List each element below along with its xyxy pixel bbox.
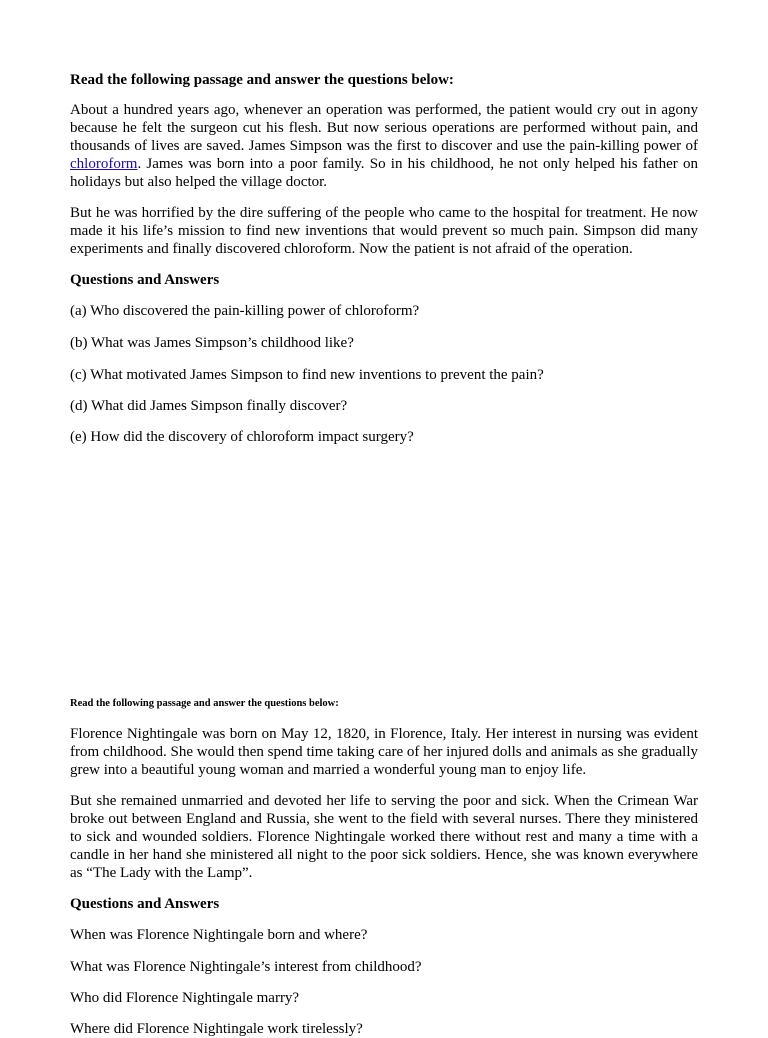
section2-question: When was Florence Nightingale born and where? xyxy=(70,927,368,943)
section2-paragraph1: Florence Nightingale was born on May 12, 1820, in Florence, Italy. Her interest in nursing was evident from childhood. She would then spend time taking care of her injured dolls and animals as she gradually grew into a beautiful young woman and married a wonderful young man to enjoy life. xyxy=(70,726,698,778)
section1-title: Read the following passage and answer the questions below: xyxy=(70,72,454,88)
section1-question: (b) What was James Simpson’s childhood like? xyxy=(70,335,354,351)
section1-question: (a) Who discovered the pain-killing power of chloroform? xyxy=(70,303,420,319)
section2-qa-heading: Questions and Answers xyxy=(70,896,220,912)
section1-paragraph1-text-a: About a hundred years ago, whenever an operation was performed, the patient would cry out in agony because he felt the surgeon cut his flesh. But now serious operations are performed without pain, and thousands of lives are saved. James Simpson was the first to discover and use the pain-killing power of xyxy=(70,102,698,154)
section2-question: What was Florence Nightingale’s interest from childhood? xyxy=(70,959,422,975)
section2-question: Where did Florence Nightingale work tirelessly? xyxy=(70,1021,363,1037)
section1-paragraph1 xyxy=(70,101,698,191)
section1-paragraph1-text-b: . James was born into a poor family. So in his childhood, he not only helped his father on holidays but also helped the village doctor. xyxy=(70,156,698,190)
chloroform-link[interactable]: chloroform xyxy=(70,156,138,172)
section1-paragraph2: But he was horrified by the dire suffering of the people who came to the hospital for treatment. He now made it his life’s mission to find new inventions that would prevent so much pain. Simpson did many experiments and finally discovered chloroform. Now the patient is not afraid of the operation. xyxy=(70,205,698,257)
section2-question: Who did Florence Nightingale marry? xyxy=(70,990,300,1006)
section2-title: Read the following passage and answer the questions below: xyxy=(70,698,339,709)
section1-question: (d) What did James Simpson finally discover? xyxy=(70,398,348,414)
section1-question: (e) How did the discovery of chloroform impact surgery? xyxy=(70,429,414,445)
section1-qa-heading: Questions and Answers xyxy=(70,272,220,288)
section1-question: (c) What motivated James Simpson to find new inventions to prevent the pain? xyxy=(70,367,544,383)
section2-paragraph2: But she remained unmarried and devoted her life to serving the poor and sick. When the Crimean War broke out between England and Russia, she went to the field with several nurses. There they ministered to sick and wounded soldiers. Florence Nightingale worked there without rest and many a time with a candle in her hand she ministered all night to the poor sick soldiers. Hence, she was known everywhere as “The Lady with the Lamp”. xyxy=(70,793,698,881)
